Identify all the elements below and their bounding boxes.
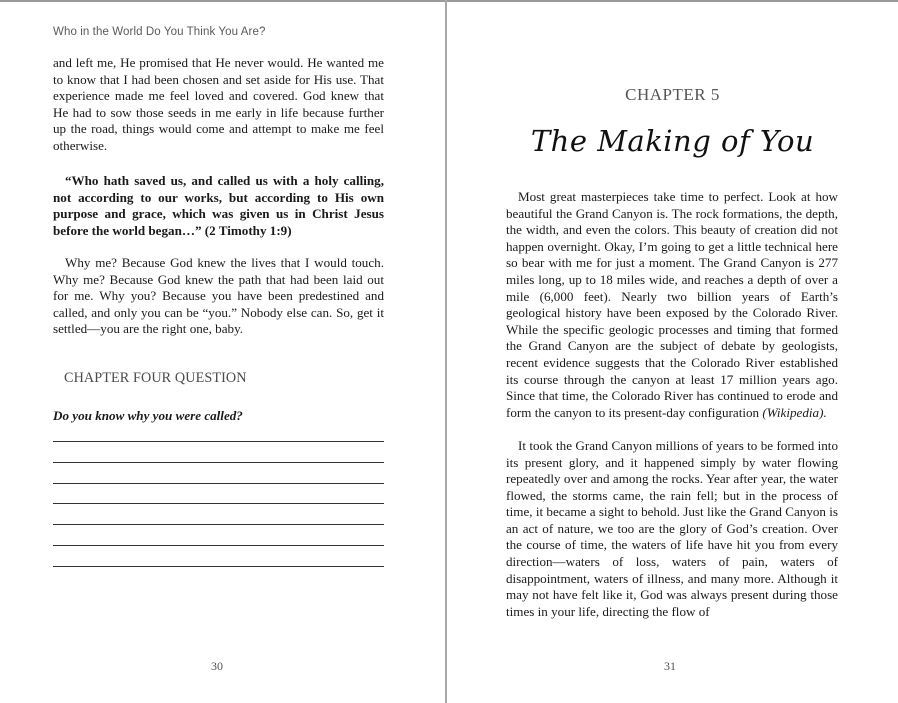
right-page	[447, 0, 898, 703]
left-page	[0, 0, 445, 703]
answer-line	[53, 483, 384, 484]
left-paragraph-1	[53, 55, 384, 155]
answer-line	[53, 566, 384, 567]
paragraph-text: Most great masterpieces take time to perfect. Look at how beautiful the Grand Canyon is. The rock formations, the depth, the width, and even the colors. This beauty of creation did not happen overnight. Okay, I’m going to get a little technical here so bear with me for just a moment. The Grand Canyon is 277 miles long, up to 18 miles wide, and reaches a depth of over a mile (6,000 feet). Nearly two billion years of Earth’s geological history have been exposed by the Colorado River. While the specific geologic processes and timing that formed the Grand Canyon are the subject of debate by geologists, recent evidence suggests that the Colorado River established its course through the canyon at least 17 million years ago. Since that time, the Colorado River has continued to erode and form the canyon to its present-day configuration	[506, 189, 838, 420]
answer-line	[53, 503, 384, 504]
citation: (Wikipedia).	[762, 404, 827, 420]
running-head: Who in the World Do You Think You Are?	[53, 26, 266, 38]
question-text: Do you know why you were called?	[53, 408, 243, 423]
paragraph-text: Why me? Because God knew the lives that I would touch. Why me? Because God knew the path that had been laid out for me. Why you? Because you have been predestined and called, and only you can be “you.” Nobody else can. So, get it settled—you are the right one, baby.	[53, 255, 384, 337]
answer-line	[53, 441, 384, 442]
answer-line	[53, 524, 384, 525]
answer-line	[53, 462, 384, 463]
scripture-quote	[53, 173, 384, 239]
right-body	[506, 189, 838, 620]
right-paragraph-2: It took the Grand Canyon millions of years to be formed into its present glory, and it happened simply by water flowing repeatedly over and among the rocks. Year after year, the water flowed, the storms came, the rain fell; but in the process of time, it became a sight to behold. Just like the Grand Canyon is an act of nature, we too are the glory of God’s creation. Over the course of time, the waters of life have hit you from every direction—waters of loss, waters of pain, waters of disappointment, waters of illness, and many more. Although it may not have felt like it, God was always present during those times in your life, directing the flow of	[506, 437, 838, 619]
quote-text: “Who hath saved us, and called us with a holy calling, not according to our works, but according to His own purpose and grace, which was given us in Christ Jesus before the world began…” (2 Timothy 1:9)	[53, 173, 384, 238]
answer-line	[53, 545, 384, 546]
question-heading: CHAPTER FOUR QUESTION	[64, 370, 247, 386]
page-number: 30	[211, 659, 223, 673]
chapter-title: The Making of You	[530, 124, 815, 158]
page-number: 31	[664, 659, 676, 673]
chapter-label: CHAPTER 5	[625, 85, 720, 104]
paragraph-text: and left me, He promised that He never would. He wanted me to know that I had been chosen and set aside for His use. That experience made me feel loved and covered. God knew that He had to sow those seeds in me early in life because further up the road, things would come and attempt to make me feel otherwise.	[53, 55, 384, 153]
left-paragraph-2	[53, 255, 384, 338]
right-paragraph-1	[506, 189, 838, 421]
